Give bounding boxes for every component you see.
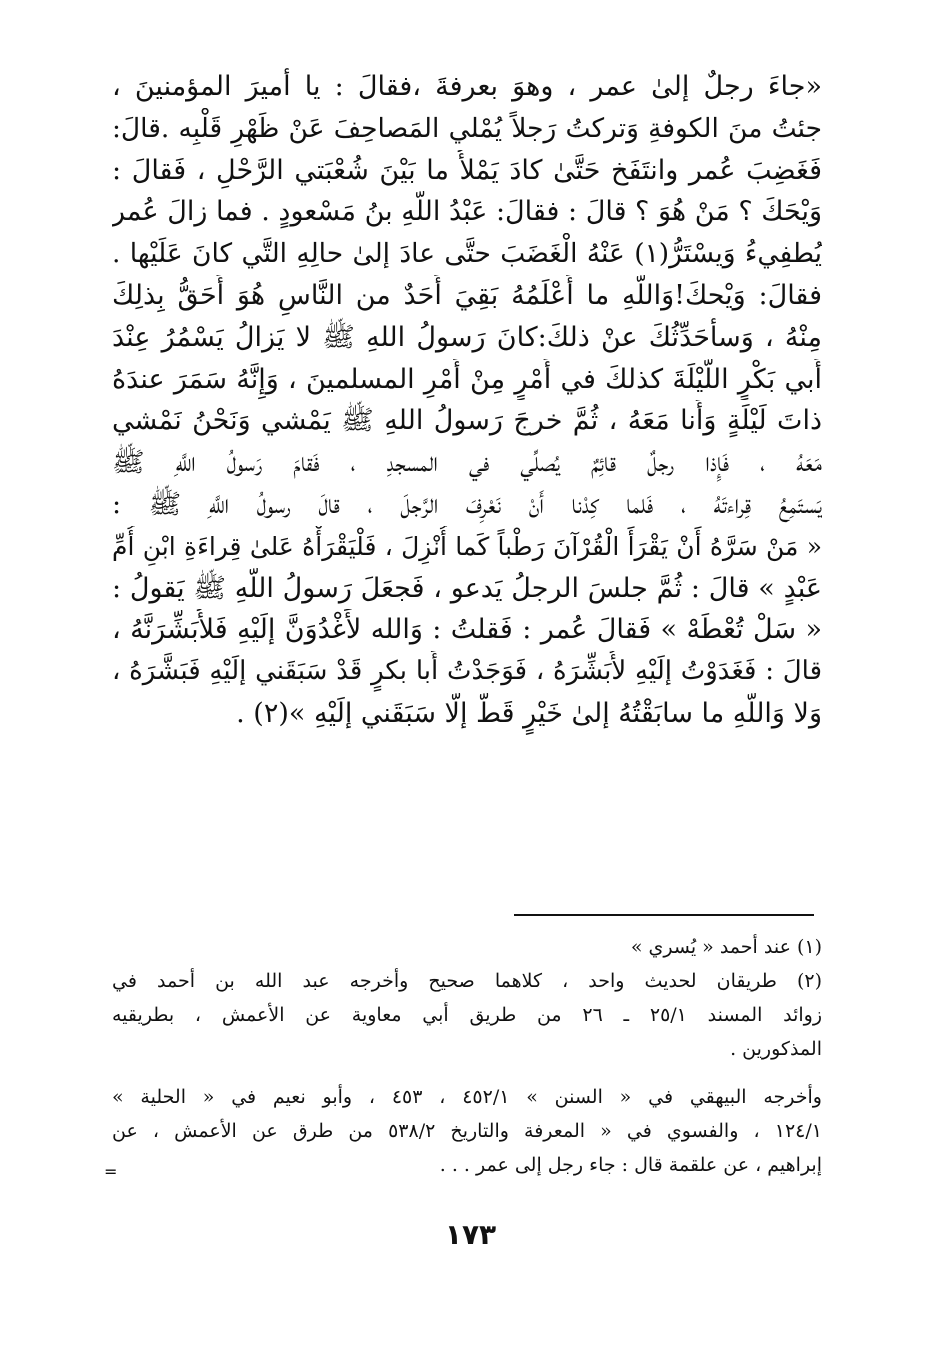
text-line: ذاتَ لَيْلَةٍ وَأَنا مَعَهُ ، ثُمَّ خرجَ رَسولُ اللهِ ﷺ يَمْشي وَنَحْنُ نَمْشي xyxy=(112,405,822,437)
text-line: « سَلْ تُعْطَهْ » فَقالَ عُمر : فَقلتُ : وَالله لأَغْدُوَنَّ إلَيْهِ فَلأُبَشِّرَنَّهُ ، xyxy=(112,614,822,646)
text-line: وَلا وَاللَّهِ ما سابَقْتُهُ إلىٰ خَيْرٍ قَطُّ إلَّا سَبَقَني إلَيْهِ »(٢) . xyxy=(236,697,822,729)
footnote-gap xyxy=(112,1066,822,1080)
text-line: مَعَهُ ، فَإِذا رجلٌ قائِمٌ يُصلِّي في المسجدِ ، فَقامَ رَسولُ اللَّهِ ﷺ xyxy=(112,447,822,479)
text-line: أَبي بَكْرٍ اللَّيْلَةَ كذلكَ في أَمْرٍ مِنْ أَمْرِ المسلمينَ ، وَإِنَّهُ سَمَرَ عندَهُ xyxy=(112,363,822,395)
text-line: وَيْحَكَ ؟ مَنْ هُوَ ؟ قالَ : فقالَ: عَبْدُ اللَّهِ بنُ مَسْعودٍ . فما زالَ عُمر xyxy=(112,196,822,228)
footnote-2-line: زوائد المسند ٢٥/١ ـ ٢٦ من طريق أبي معاوية عن الأعمش ، بطريقيه xyxy=(112,1004,822,1026)
footnote-3-line: وأخرجه البيهقي في « السنن » ٤٥٢/١ ، ٤٥٣ ، وأبو نعيم في « الحلية » xyxy=(112,1086,822,1108)
text-line: عَبْدٍ » قالَ : ثُمَّ جلسَ الرجلُ يَدعو ، فَجعَلَ رَسولُ اللَّهِ ﷺ يَقولُ : xyxy=(112,572,822,604)
text-line: يُطفِيءُ وَيسْتَرُّ(١) عَنْهُ الْغَضَبَ حتَّى عادَ إلىٰ حالِهِ التَّي كانَ عَلَيْها . xyxy=(112,238,822,270)
text-line: « مَنْ سَرَّهُ أَنْ يَقْرَأَ الْقُرْآنَ رَطْباً كَما أُنْزِلَ ، فَلْيَقْرَأْهُ عَلىٰ قِراءَةِ ابْنِ أُمِّ xyxy=(112,531,822,561)
page-number: ١٧٣ xyxy=(444,1218,497,1251)
continuation-mark: = xyxy=(104,1162,118,1181)
footnote-2-line: (٢) طريقان لحديث واحد ، كلاهما صحيح وأخرجه عبد الله بن أحمد في xyxy=(112,970,822,992)
text-line: قالَ : فَغَدَوْتُ إلَيْهِ لأُبَشِّرَهُ ، فَوَجَدْتُ أَبا بكرٍ قَدْ سَبَقَني إلَيْهِ فَبَشَّرَهُ ، xyxy=(112,656,822,687)
footnote-1: (١) عند أحمد « يُسري » xyxy=(630,936,822,958)
footnotes-block xyxy=(112,930,822,1182)
text-line: مِنْهُ ، وَسأُحَدِّثُكَ عنْ ذلكَ:كانَ رَسولُ اللهِ ﷺ لا يَزالُ يَسْمُرُ عِنْدَ xyxy=(112,321,822,353)
footnote-3-line: إبراهيم ، عن علقمة قال : جاء رجل إلى عمر . . . xyxy=(439,1154,822,1176)
text-line: يَستَمِعُ قِراءتَهُ ، فَلما كِدْنا أَنْ نَعْرِفَ الرَّجلَ ، قالَ رسولُ اللَّهِ ﷺ : xyxy=(112,488,822,520)
footnote-2-line: المذكورين . xyxy=(730,1038,822,1060)
main-text-block xyxy=(112,66,822,735)
text-line: جئتُ منَ الكوفةِ وَتركتُ رَجلاً يُمْلي المَصاحِفَ عَنْ ظَهْرِ قَلْبِه .قالَ: xyxy=(112,112,822,144)
text-line: «جاءَ رجلٌ إلىٰ عمر ، وهوَ بعرفةَ ،فقالَ : يا أميرَ المؤمنينَ ، xyxy=(112,71,822,102)
text-line: فقالَ: وَيْحكَ!وَاللَّهِ ما أَعْلَمُهُ بَقِيَ أَحَدٌ من النَّاسِ هُوَ أَحَقُّ بِذلِكَ xyxy=(112,279,822,311)
footnote-3-line: ١٢٤/١ ، والفسوي في « المعرفة والتاريخ ٥٣٨/٢ من طرق عن الأعمش ، عن xyxy=(112,1120,822,1142)
footnote-divider xyxy=(514,914,814,916)
text-line: فَغَضِبَ عُمر وانتَفَخ حَتَّىٰ كادَ يَمْلأُ ما بَيْنَ شُعْبَتي الرَّحْلِ ، فَقالَ : xyxy=(112,154,822,186)
